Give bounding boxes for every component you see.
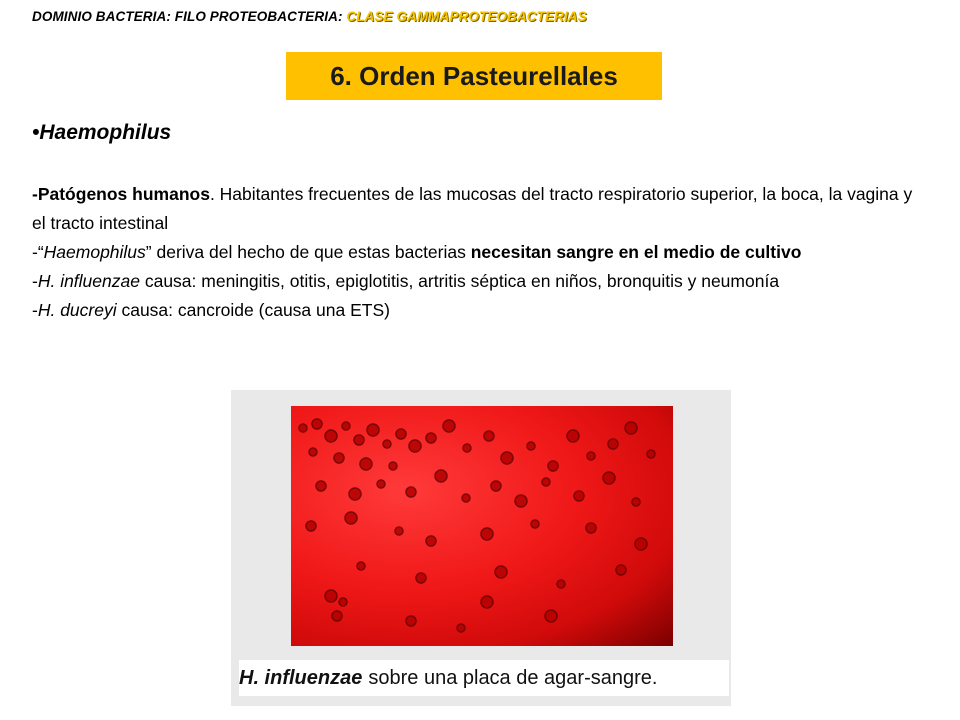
caption-italic: H. influenzae — [239, 666, 363, 689]
p2-italic: Haemophilus — [43, 242, 146, 262]
body-text — [32, 180, 922, 325]
p4-rest: causa: cancroide (causa una ETS) — [116, 300, 390, 320]
p3-rest: causa: meningitis, otitis, epiglotitis, artritis séptica en niños, bronquitis y neumonía — [139, 271, 780, 291]
header-prefix: DOMINIO BACTERIA: FILO PROTEOBACTERIA: — [32, 9, 347, 24]
p2-bold: necesitan sangre en el medio de cultivo — [470, 242, 802, 262]
p4-italic: H. ducreyi — [37, 300, 117, 320]
p2-mid: ” deriva del hecho de que estas bacterias — [145, 242, 471, 262]
p3-italic: H. influenzae — [37, 271, 140, 291]
bullet-genus: •Haemophilus — [32, 121, 172, 144]
header-highlight: CLASE GAMMAPROTEOBACTERIAS — [346, 9, 587, 24]
p1-rest: . Habitantes frecuentes de las mucosas del tracto respiratorio superior, la boca, la vagina y el tracto intestinal — [32, 184, 913, 233]
blood-agar-plate-image — [291, 406, 673, 646]
slide-title: 6. Orden Pasteurellales — [330, 60, 618, 91]
figure-caption — [239, 660, 729, 696]
paragraph-1 — [32, 180, 922, 238]
colonies-graphic — [291, 406, 673, 646]
caption-rest: sobre una placa de agar-sangre. — [368, 666, 658, 689]
paragraph-2 — [32, 238, 922, 267]
p2-start: -“ — [32, 242, 44, 262]
title-box — [286, 52, 662, 100]
paragraph-4 — [32, 296, 922, 325]
agar-plate-figure — [231, 390, 731, 706]
paragraph-3 — [32, 267, 922, 296]
p4-start: - — [32, 300, 38, 320]
p1-bold: -Patógenos humanos — [32, 184, 210, 204]
p3-start: - — [32, 271, 38, 291]
slide-header — [32, 9, 587, 24]
